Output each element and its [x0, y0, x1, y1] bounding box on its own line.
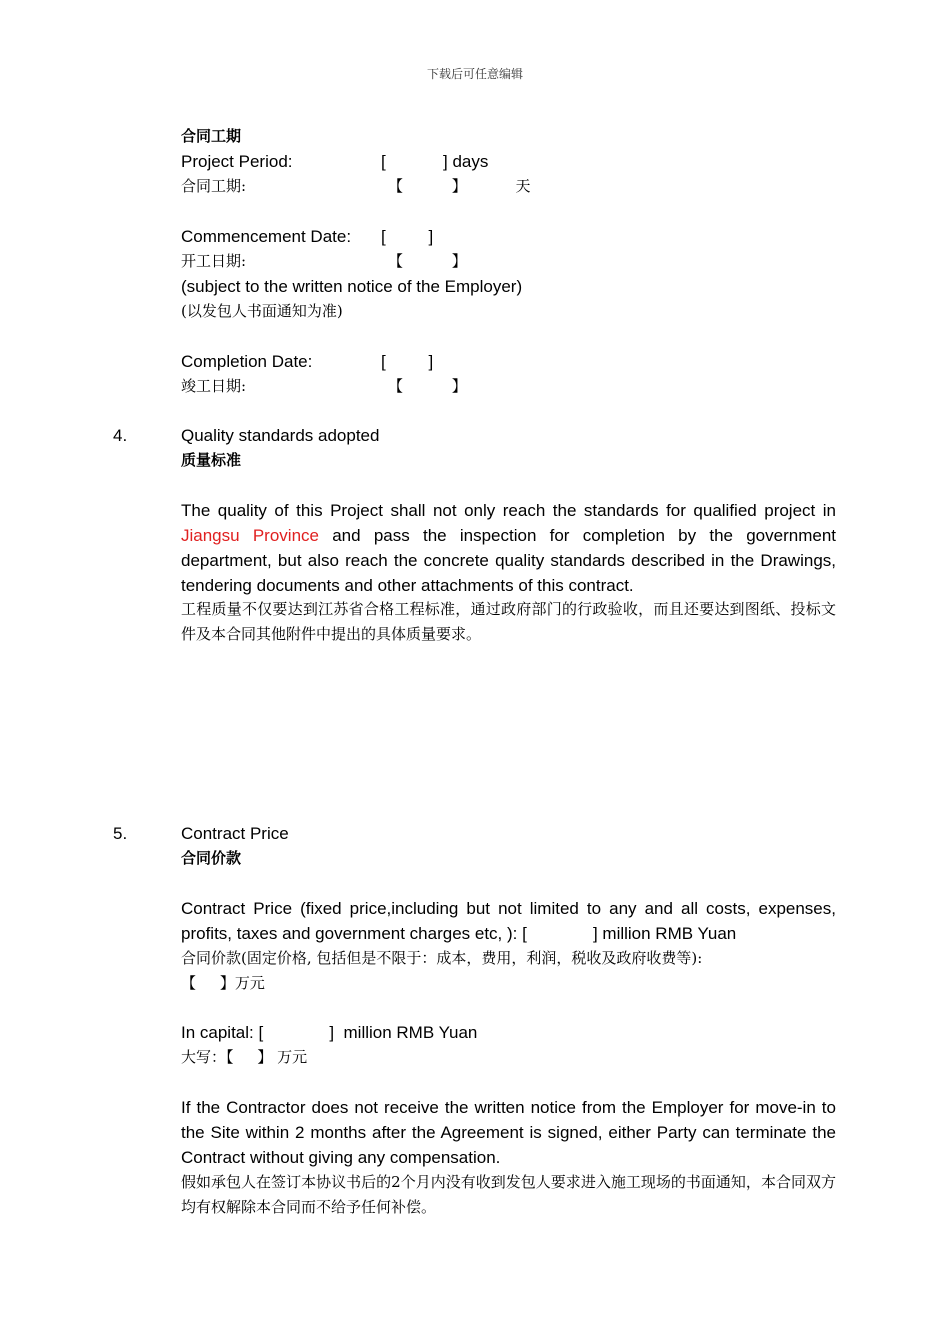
period-title-zh: 合同工期: [181, 127, 242, 145]
commencement-label: Commencement Date:: [181, 227, 352, 246]
capital-line: In capital: [ ] million RMB Yuan: [181, 1023, 478, 1042]
commencement-zh: 开工日期:: [181, 252, 247, 270]
termination-paragraph-zh: 假如承包人在签订本协议书后的2个月内没有收到发包人要求进入施工现场的书面通知，本合同双方均有权解除本合同而不给予任何补偿。: [181, 1173, 836, 1216]
commencement-zh-bracket: 【 】: [388, 252, 467, 270]
section-5-title: Contract Price: [181, 824, 289, 843]
quality-paragraph-highlight: Jiangsu Province: [181, 526, 319, 545]
capital-line-zh: 大写：【 】 万元: [181, 1048, 308, 1066]
section-4-number: 4.: [113, 426, 128, 445]
quality-paragraph-part2: and pass the inspection for completion by the government department, but also reach the concrete quality standards described in the Drawings, tendering documents and other attachments of this contract.: [181, 526, 836, 595]
quality-paragraph: [181, 498, 836, 598]
project-period-open: [: [381, 152, 386, 171]
section-5-number: 5.: [113, 824, 128, 843]
completion-zh-bracket: 【 】: [388, 377, 467, 395]
page-header-note: 下载后可任意编辑: [426, 67, 523, 81]
contract-price-paragraph: Contract Price (fixed price,including but not limited to any and all costs, expenses, profits, taxes and government charges etc, ): [ ] million RMB Yuan: [181, 899, 841, 943]
section-4-title: Quality standards adopted: [181, 426, 380, 445]
quality-paragraph-part1: The quality of this Project shall not only reach the standards for qualified project in: [181, 501, 836, 520]
section-4-title-zh: 质量标准: [181, 451, 242, 469]
subject-note-zh: (以发包人书面通知为准): [181, 302, 343, 320]
completion-bracket: [ ]: [381, 352, 434, 371]
project-period-zh: 合同工期:: [181, 177, 247, 195]
contract-price-zh-bracket: 【 】万元: [181, 974, 265, 992]
completion-zh: 竣工日期:: [181, 377, 247, 395]
project-period-close: ] days: [443, 152, 489, 171]
termination-paragraph: If the Contractor does not receive the written notice from the Employer for move-in to the Site within 2 months after the Agreement is signed, either Party can terminate the Contract without giving any compensation.: [181, 1098, 836, 1167]
project-period-zh-bracket: 【 】 天: [388, 177, 531, 195]
project-period-label: Project Period:: [181, 152, 293, 171]
quality-paragraph-zh: 工程质量不仅要达到江苏省合格工程标准，通过政府部门的行政验收，而且还要达到图纸、投标文件及本合同其他附件中提出的具体质量要求。: [181, 600, 836, 643]
subject-note: (subject to the written notice of the Employer): [181, 277, 523, 296]
section-5-title-zh: 合同价款: [181, 849, 242, 867]
completion-label: Completion Date:: [181, 352, 313, 371]
contract-price-zh: 合同价款(固定价格, 包括但是不限于：成本，费用，利润，税收及政府收费等):: [181, 949, 703, 967]
commencement-bracket: [ ]: [381, 227, 434, 246]
